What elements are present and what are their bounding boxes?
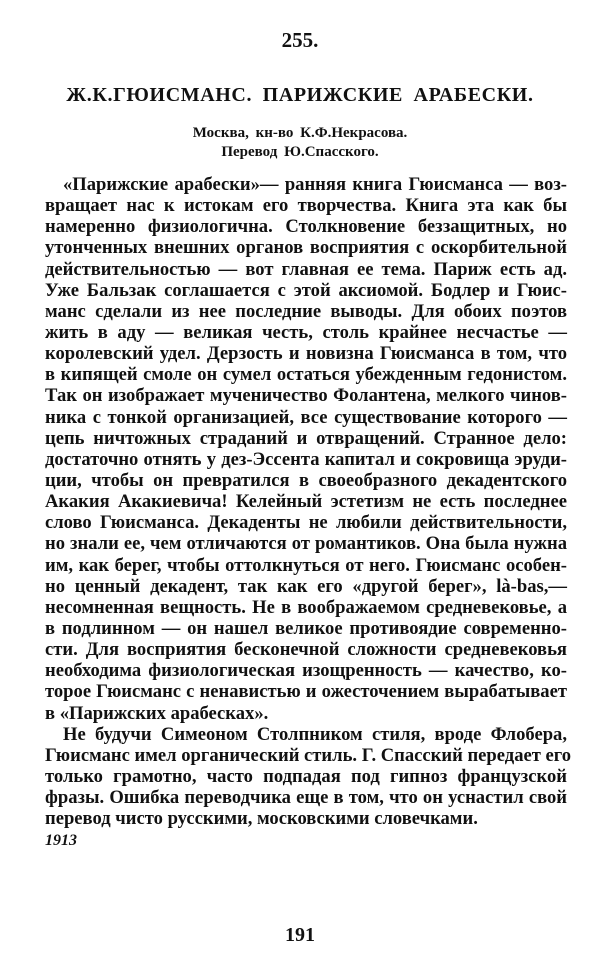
text-line: в «Парижских арабесках». bbox=[45, 702, 269, 724]
text-line: слово Гюисманса. Декаденты не любили действительности, bbox=[45, 512, 567, 534]
text-line: цепь ничтожных страданий и отвращений. Странное дело: bbox=[45, 427, 567, 449]
year: 1913 bbox=[45, 832, 77, 849]
text-line: несомненная вещность. Не в воображаемом средневековье, а bbox=[45, 596, 567, 618]
text-line: утонченных внешних органов восприятия с оскорбительной bbox=[45, 237, 567, 259]
entry-number: 255. bbox=[281, 28, 319, 52]
text-line: жить в аду — великая честь, столь крайнее несчастье — bbox=[45, 321, 567, 343]
text-line: только грамотно, часто подпадая под гипноз французской bbox=[45, 765, 567, 787]
text-line: достаточно отнять у дез-Эссента капитал и сокровища эруди- bbox=[45, 448, 567, 470]
text-line: фразы. Ошибка переводчика еще в том, что он уснастил свой bbox=[45, 787, 567, 809]
text-line: перевод чисто русскими, московскими словечками. bbox=[45, 808, 478, 830]
text-line: Гюисманс имел органический стиль. Г. Спасский передает его bbox=[45, 744, 572, 766]
text-line: Не будучи Симеоном Столпником стиля, вроде Флобера, bbox=[63, 723, 567, 745]
text-line: в подлинном — он нашел великое противоядие современно- bbox=[45, 617, 567, 639]
text-line: королевский удел. Дерзость и новизна Гюисманса в том, что bbox=[45, 343, 567, 365]
text-line: ции, чтобы он превратился в своеобразного декадентского bbox=[45, 469, 567, 491]
text-line: торое Гюисманс с ненавистью и ожесточением вырабатывает bbox=[45, 681, 567, 703]
text-line: сти. Для восприятия бесконечной сложности средневековья bbox=[45, 639, 567, 661]
article-title: Ж.К.ГЮИСМАНС. ПАРИЖСКИЕ АРАБЕСКИ. bbox=[66, 84, 534, 106]
text-line: ника с тонкой организацией, все существование которого — bbox=[45, 406, 567, 428]
text-line: но знали ее, чем отличаются от романтиков. Она была нужна bbox=[45, 533, 567, 555]
article-body bbox=[45, 174, 572, 830]
text-line: но ценный декадент, так как его «другой берег», là-bas,— bbox=[45, 575, 567, 597]
page-number: 191 bbox=[285, 924, 315, 946]
text-line: необходима физиологическая изощренность — качество, ко- bbox=[45, 660, 567, 682]
text-line: намеренно физиологична. Столкновение беззащитных, но bbox=[45, 216, 567, 238]
text-line: манс сделали из нее последние выводы. Для обоих поэтов bbox=[45, 300, 567, 322]
text-line: им, как берег, чтобы оттолкнуться от него. Гюисманс особен- bbox=[45, 554, 567, 576]
subtitle-translator: Перевод Ю.Спасского. bbox=[221, 144, 379, 160]
text-line: Так он изображает мученичество Фолантена, мелкого чинов- bbox=[45, 385, 567, 407]
text-line: Акакия Акакиевича! Келейный эстетизм не есть последнее bbox=[45, 491, 567, 513]
text-line: «Парижские арабески»— ранняя книга Гюисманса — воз- bbox=[63, 174, 567, 195]
text-line: вращает нас к истокам его творчества. Книга эта как бы bbox=[45, 195, 567, 217]
subtitle-publisher: Москва, кн-во К.Ф.Некрасова. bbox=[192, 125, 408, 141]
text-line: в кипящей смоле он сумел остаться убежденным гедонистом. bbox=[45, 364, 567, 386]
text-line: действительностью — вот главная ее тема. Париж есть ад. bbox=[45, 258, 567, 280]
text-line: Уже Бальзак соглашается с этой аксиомой. Бодлер и Гюис- bbox=[45, 279, 567, 301]
